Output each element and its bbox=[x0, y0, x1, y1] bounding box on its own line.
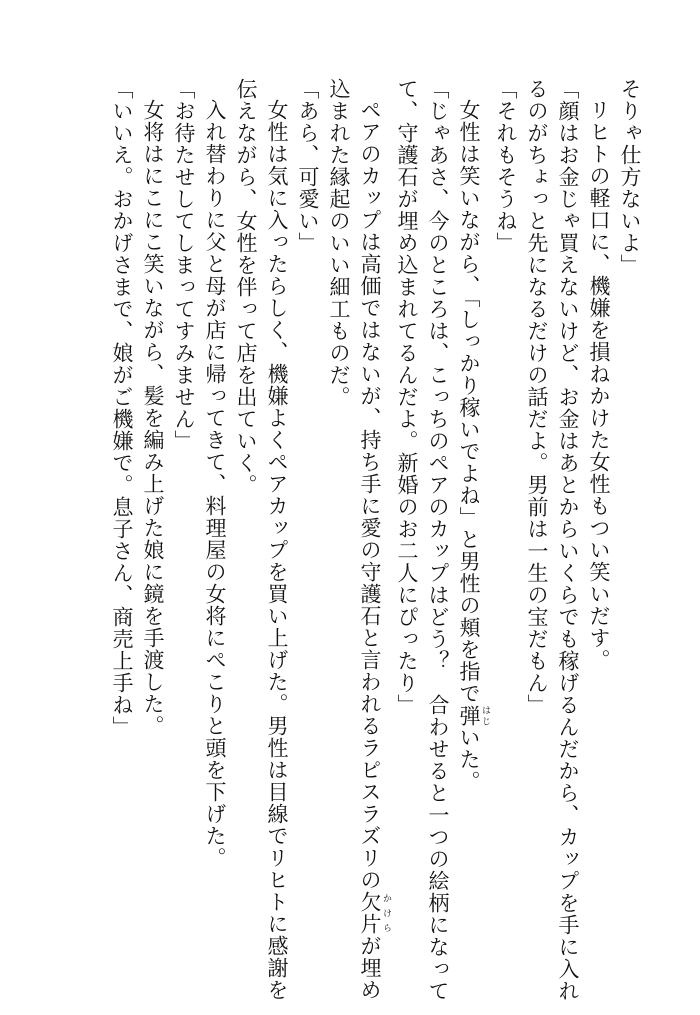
narration-line: 込まれた縁起のいい細工ものだ。 bbox=[327, 78, 351, 408]
narration-line: リヒトの軽口に、機嫌を損ねかけた女性もつい笑いだす。 bbox=[587, 99, 611, 671]
dialogue-line: 「顔はお金じゃ買えないけど、お金はあとからいくらでも稼げるんだから、カップを手に入れ bbox=[556, 78, 580, 1002]
narration-line: 女将はにこにこ笑いながら、髪を編み上げた娘に鏡を手渡した。 bbox=[141, 99, 165, 737]
text-segment: が埋め bbox=[358, 935, 382, 1001]
narration-line bbox=[354, 78, 391, 1001]
ruby-reading: はじ bbox=[480, 704, 490, 727]
ruby-base: 欠片 bbox=[358, 891, 382, 935]
narration-line: 女性は気に入ったらしく、機嫌よくペアカップを買い上げた。男性は目線でリヒトに感謝を bbox=[265, 99, 289, 1001]
vertical-text-body bbox=[106, 78, 645, 1002]
dialogue-line: 「じゃあさ、今のところは、こっちのペアのカップはどう？ 合わせると一つの絵柄になって bbox=[426, 78, 450, 1002]
narration-line bbox=[453, 78, 490, 958]
text-segment: いた。 bbox=[457, 726, 481, 793]
dialogue-line: るのがちょっと先になるだけの話だよ。男前は一生の宝だもん」 bbox=[525, 78, 549, 716]
text-segment: 女性は笑いながら、「しっかり稼いでよね」と男性の頬を指で bbox=[457, 99, 481, 705]
text-line: そりゃ仕方ないよ」 bbox=[618, 78, 642, 276]
narration-line: 入れ替わりに父と母が店に帰ってきて、料理屋の女将にぺこりと頭を下げた。 bbox=[203, 99, 227, 869]
ruby-reading: かけら bbox=[381, 891, 391, 935]
dialogue-line: て、守護石が埋め込まれてるんだよ。新婚のお二人にぴったり」 bbox=[395, 78, 419, 716]
dialogue-line: 「お待たせしてしまってすみません」 bbox=[172, 78, 196, 452]
dialogue-line: 「あら、可愛い」 bbox=[296, 78, 320, 254]
dialogue-line: 「いいえ。おかげさまで、娘がご機嫌で。息子さん、商売上手ね」 bbox=[110, 78, 134, 738]
ruby-base: 弾 bbox=[457, 704, 481, 727]
narration-line: 伝えながら、女性を伴って店を出ていく。 bbox=[234, 78, 258, 496]
ruby-word bbox=[457, 704, 490, 727]
dialogue-line: 「それもそうね」 bbox=[494, 78, 518, 254]
ruby-word bbox=[358, 891, 391, 935]
text-segment: ペアのカップは高価ではないが、持ち手に愛の守護石と言われるラピスラズリの bbox=[358, 99, 382, 891]
